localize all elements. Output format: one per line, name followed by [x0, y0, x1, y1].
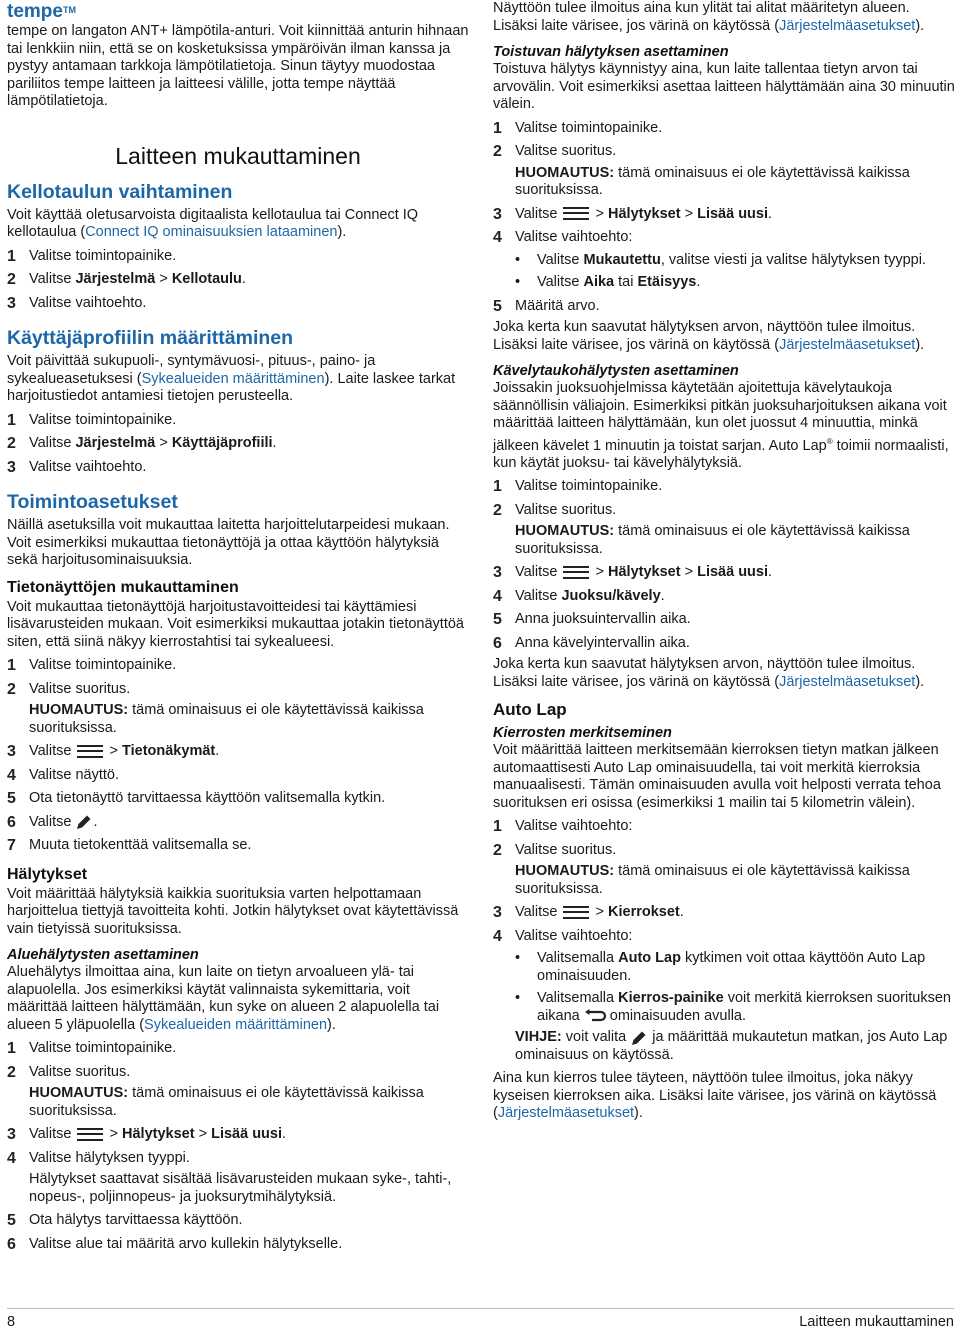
- kavely-heading: Kävelytaukohälytysten asettaminen: [493, 363, 739, 379]
- kavely-jarjestelma-link[interactable]: Järjestelmäasetukset: [779, 673, 916, 690]
- toistuva-step-4: 4 Valitse vaihtoehto:: [493, 229, 633, 246]
- back-icon: [584, 1009, 606, 1023]
- footer-section-title: Laitteen mukauttaminen: [799, 1314, 954, 1330]
- autolap-bullet-1: • Valitsemalla Auto Lap kytkimen voit ottaa käyttöön Auto Lap ominaisuuden.: [515, 950, 926, 984]
- pencil-icon: [75, 814, 93, 830]
- menu-icon: [563, 566, 589, 579]
- autolap-note: HUOMAUTUS: tämä ominaisuus ei ole käytettävissä kaikissa suorituksissa.: [515, 863, 910, 897]
- chapter-title: Laitteen mukauttaminen: [115, 142, 361, 169]
- toiminto-text: Näillä asetuksilla voit mukauttaa laitetta harjoittelutarpeidesi mukaan. Voit esimerkiksi mukauttaa tietonäyttöjä ja ottaa käyttöön hälytyksiä sekä harjoitusominaisuuksia.: [7, 517, 450, 568]
- alue-sykealue-link[interactable]: Sykealueiden määrittäminen: [144, 1016, 328, 1033]
- autolap-bullet-2: • Valitsemalla Kierros-painike voit merkitä kierroksen suorituksen aikana ominaisuuden avulla.: [515, 990, 951, 1024]
- tietonaytto-step-6: 6 Valitse .: [7, 813, 98, 831]
- tietonaytto-note: HUOMAUTUS: tämä ominaisuus ei ole käytettävissä kaikissa suorituksissa.: [29, 702, 424, 736]
- tempe-heading: tempe™: [7, 1, 76, 22]
- kellotaulu-text: Voit käyttää oletusarvoista digitaalista kellotaulua tai Connect IQ kellotaulua (Connect IQ ominaisuuksien lataaminen).: [7, 206, 419, 240]
- profiili-heading: Käyttäjäprofiilin määrittäminen: [7, 327, 294, 349]
- kellotaulu-step-3: 3 Valitse vaihtoehto.: [7, 294, 147, 312]
- alue-text: Aluehälytys ilmoittaa aina, kun laite on tietyn arvoalueen ylä- tai alapuolella. Jos esimerkiksi käytät valinnaista sykemittaria, voit määrittää laitteen hälyttämään, kun syke on alueen 2 alapuolella tai alueen 5 yläpuolella (Sykealueiden määrittäminen).: [7, 964, 440, 1033]
- profiili-step-1: 1 Valitse toimintopainike.: [7, 411, 177, 429]
- alue-step-4-note: Hälytykset saattavat sisältää lisävarusteiden mukaan syke-, tahti-, nopeus-, poljinnopeus- ja juoksurytmihälytyksiä.: [29, 1171, 452, 1205]
- toistuva-bullet-1: • Valitse Mukautettu, valitse viesti ja valitse hälytyksen tyyppi.: [515, 251, 926, 268]
- tietonaytto-step-7: 7 Muuta tietokenttää valitsemalla se.: [7, 837, 252, 854]
- kavely-step-6: 6 Anna kävelyintervallin aika.: [493, 634, 690, 652]
- tietonaytto-step-2: 2 Valitse suoritus.: [7, 680, 131, 698]
- tietonaytto-step-3: 3 Valitse > Tietonäkymät.: [7, 743, 220, 760]
- kierros-heading: Kierrosten merkitseminen: [493, 725, 672, 742]
- page-number: 8: [7, 1314, 16, 1330]
- tietonaytto-step-1: 1 Valitse toimintopainike.: [7, 657, 177, 674]
- alue-step-3: 3 Valitse > Hälytykset > Lisää uusi.: [7, 1126, 287, 1143]
- toistuva-after: Joka kerta kun saavutat hälytyksen arvon, näyttöön tulee ilmoitus. Lisäksi laite värisee, jos värinä on käytössä (Järjestelmäasetukset).: [493, 319, 925, 353]
- tietonaytto-heading: Tietonäyttöjen mukauttaminen: [7, 578, 239, 596]
- sykealue-link[interactable]: Sykealueiden määrittäminen: [141, 370, 325, 387]
- alue-note: HUOMAUTUS: tämä ominaisuus ei ole käytettävissä kaikissa suorituksissa.: [29, 1085, 424, 1119]
- autolap-jarjestelma-link[interactable]: Järjestelmäasetukset: [497, 1105, 635, 1122]
- menu-icon: [563, 906, 589, 919]
- autolap-text: Voit määrittää laitteen merkitsemään kierroksen tietyn matkan jälkeen automaattisesti Auto Lap ominaisuudella, tai voit merkitä kierroksia manuaalisesti. Tämän ominaisuuden avulla voit helposti verrata tehoa suorituksen eri osissa (esimerkiksi 1 mailin tai 5 kilometrin välein).: [493, 742, 941, 811]
- autolap-final: Aina kun kierros tulee täyteen, näyttöön tulee ilmoitus, joka näkyy kyseisen kierroksen aika. Lisäksi laite värisee, jos värinä on käytössä (Järjestelmäasetukset).: [493, 1070, 937, 1122]
- footer-divider: [7, 1308, 954, 1309]
- jarjestelma-link[interactable]: Järjestelmäasetukset: [779, 17, 916, 34]
- kavely-step-3: 3 Valitse > Hälytykset > Lisää uusi.: [493, 564, 773, 582]
- profiili-text: Voit päivittää sukupuoli-, syntymävuosi-, pituus-, paino- ja sykealueasetuksesi (Sykealueiden määrittäminen). Laite laskee tarkat harjoitustiedot antamiesi tietojen perusteella.: [7, 353, 456, 404]
- toistuva-note: HUOMAUTUS: tämä ominaisuus ei ole käytettävissä kaikissa suorituksissa.: [515, 164, 910, 198]
- kavely-step-2: 2 Valitse suoritus.: [493, 501, 617, 519]
- connect-iq-link[interactable]: Connect IQ ominaisuuksien lataaminen: [85, 224, 338, 240]
- kavely-step-5: 5 Anna juoksuintervallin aika.: [493, 611, 691, 629]
- toistuva-step-3: 3 Valitse > Hälytykset > Lisää uusi.: [493, 205, 773, 223]
- kavely-text: Joissakin juoksuohjelmissa käytetään ajoitettuja kävelytaukoja säännöllisin väliajoin. Esimerkiksi pitkän juoksuharjoituksen aikana voit määrittää laitteen hälyttämään, kun olet juossut 4 minuuttia, minkä jälkeen kävelet 1 minuutin ja toistat sarjan. Auto Lap® toimii normaalisti, kun käytät juoksu- tai kävelyhälytyksiä.: [493, 380, 949, 471]
- profiili-step-2: 2 Valitse Järjestelmä > Käyttäjäprofiili.: [7, 435, 277, 452]
- kavely-note: HUOMAUTUS: tämä ominaisuus ei ole käytettävissä kaikissa suorituksissa.: [515, 523, 910, 557]
- kellotaulu-step-2: 2 Valitse Järjestelmä > Kellotaulu.: [7, 271, 246, 288]
- alue-step-4: 4 Valitse hälytyksen tyyppi.: [7, 1149, 190, 1167]
- menu-icon: [563, 207, 589, 220]
- profiili-step-3: 3 Valitse vaihtoehto.: [7, 458, 147, 476]
- toiminto-heading: Toimintoasetukset: [7, 491, 178, 513]
- autolap-step-1: 1 Valitse vaihtoehto:: [493, 818, 633, 836]
- autolap-step-3: 3 Valitse > Kierrokset.: [493, 904, 684, 922]
- right-top-text: Näyttöön tulee ilmoitus aina kun ylität tai alitat määritetyn alueen. Lisäksi laite värisee, jos värinä on käytössä (Järjestelmäasetukset).: [493, 0, 925, 34]
- tempe-text: tempe on langaton ANT+ lämpötila-anturi. Voit kiinnittää anturin hihnaan tai lenkkiin niin, että se on kosketuksissa ympäröivän ilman kanssa ja pystyy antamaan tarkkoja lämpötilatietoja. Sinun täytyy muodostaa pariliitos tempe laitteen ja laitteesi välille, jotta tempe näyttää lämpötilatietoja.: [7, 23, 469, 109]
- tietonaytto-step-4: 4 Valitse näyttö.: [7, 766, 120, 784]
- autolap-tip: VIHJE: voit valita ja määrittää mukautetun matkan, jos Auto Lap ominaisuus on käytössä.: [515, 1029, 948, 1063]
- halytykset-text: Voit määrittää hälytyksiä kaikkia suorituksia varten helpottamaan harjoittelua tiettyjä tavoitteita kohti. Jotkin hälytykset ovat käytettävissä vain tietyissä suorituksissa.: [7, 885, 459, 937]
- alue-step-2: 2 Valitse suoritus.: [7, 1063, 131, 1081]
- alue-heading: Aluehälytysten asettaminen: [7, 947, 199, 963]
- left-column: [7, 0, 469, 1253]
- autolap-heading: Auto Lap: [493, 700, 567, 720]
- pencil-icon: [630, 1030, 648, 1046]
- toistuva-bullet-2: • Valitse Aika tai Etäisyys.: [515, 274, 701, 290]
- kavely-after: Joka kerta kun saavutat hälytyksen arvon, näyttöön tulee ilmoitus. Lisäksi laite värisee, jos värinä on käytössä (Järjestelmäasetukset).: [493, 656, 925, 690]
- kellotaulu-step-1: 1 Valitse toimintopainike.: [7, 247, 177, 265]
- toistuva-step-5: 5 Määritä arvo.: [493, 297, 600, 315]
- right-column: [493, 0, 955, 1123]
- alue-step-1: 1 Valitse toimintopainike.: [7, 1040, 177, 1057]
- tietonaytto-step-5: 5 Ota tietonäyttö tarvittaessa käyttöön valitsemalla kytkin.: [7, 790, 386, 807]
- toistuva-text: Toistuva hälytys käynnistyy aina, kun laite tallentaa tietyn arvon tai arvovälin. Voit esimerkiksi asettaa laitteen hälyttämään aina 30 minuutin välein.: [493, 61, 955, 112]
- autolap-step-2: 2 Valitse suoritus.: [493, 841, 617, 859]
- halytykset-heading: Hälytykset: [7, 865, 88, 883]
- toistuva-step-1: 1 Valitse toimintopainike.: [493, 119, 663, 137]
- toistuva-heading: Toistuvan hälytyksen asettaminen: [493, 44, 729, 60]
- kavely-step-4: 4 Valitse Juoksu/kävely.: [493, 587, 665, 605]
- menu-icon: [77, 745, 103, 758]
- kavely-step-1: 1 Valitse toimintopainike.: [493, 478, 663, 496]
- alue-step-6: 6 Valitse alue tai määritä arvo kullekin hälytykselle.: [7, 1235, 343, 1253]
- autolap-step-4: 4 Valitse vaihtoehto:: [493, 927, 633, 945]
- menu-icon: [77, 1128, 103, 1141]
- kellotaulu-heading: Kellotaulun vaihtaminen: [7, 180, 233, 203]
- toistuva-step-2: 2 Valitse suoritus.: [493, 143, 617, 160]
- toistuva-jarjestelma-link[interactable]: Järjestelmäasetukset: [779, 336, 916, 353]
- alue-step-5: 5 Ota hälytys tarvittaessa käyttöön.: [7, 1212, 243, 1229]
- tietonaytto-text: Voit mukauttaa tietonäyttöjä harjoitustavoitteidesi tai käyttämiesi lisävarusteiden mukaan. Voit esimerkiksi mukauttaa jotakin tietonäyttöä siten, että siinä näkyy kierrostahtisi tai sykealueesi.: [7, 598, 464, 650]
